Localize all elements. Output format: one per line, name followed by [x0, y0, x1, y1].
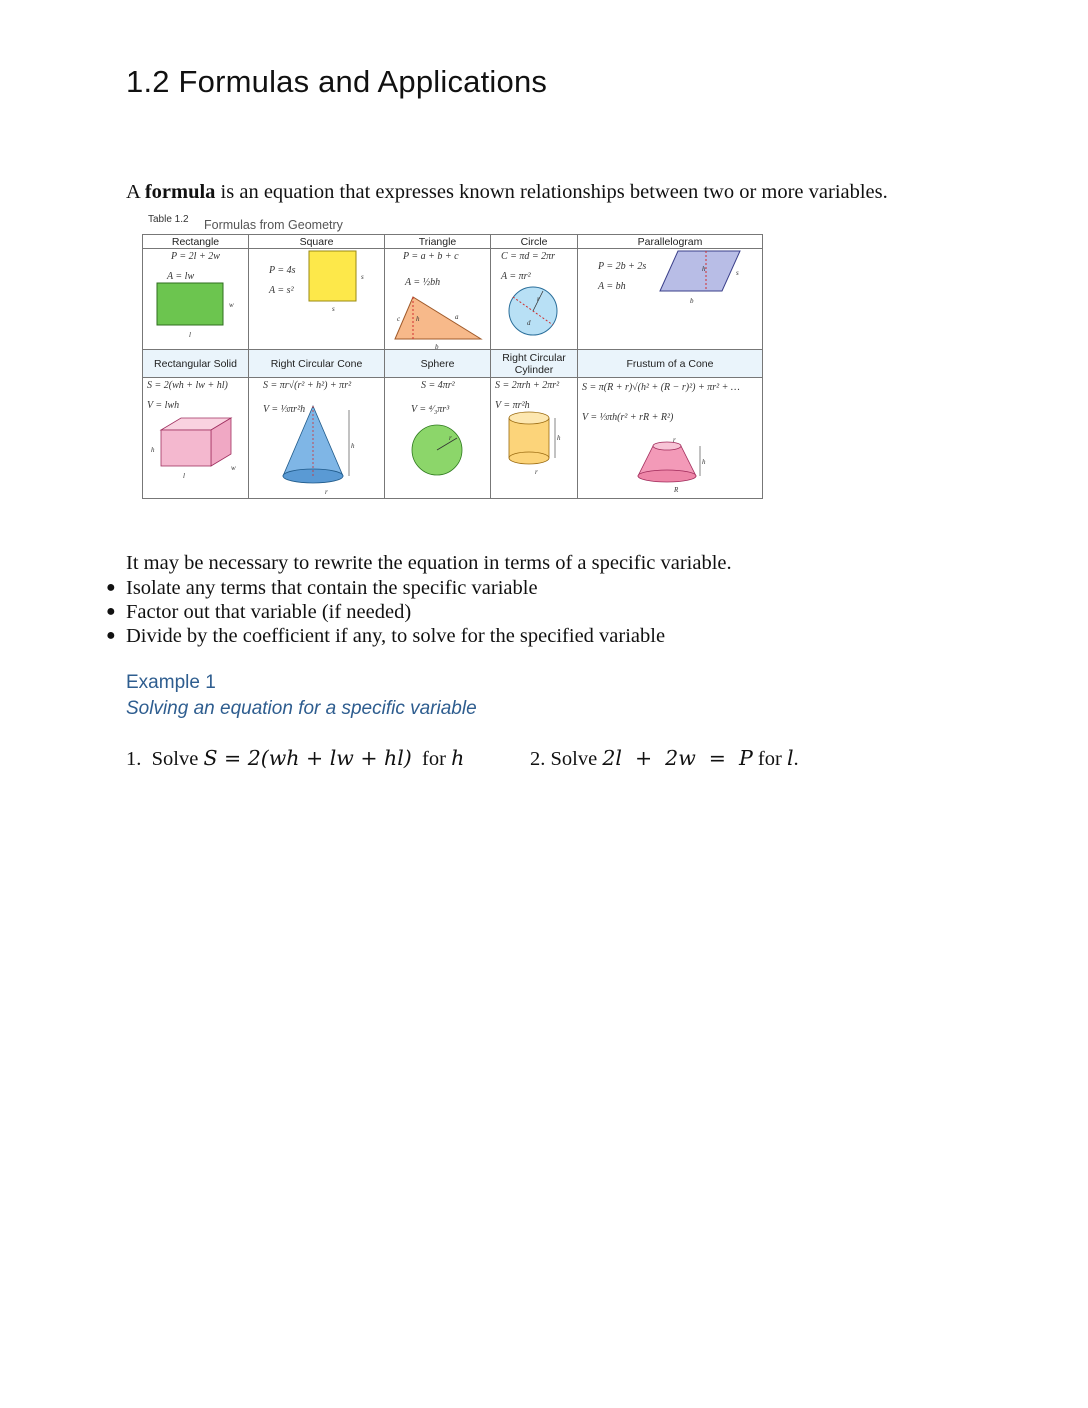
svg-text:h: h: [151, 446, 155, 454]
cone-diagram: [249, 378, 385, 498]
problem-2: 2. Solve 2l + 2w = P for l.: [530, 746, 799, 770]
svg-text:r: r: [537, 295, 540, 303]
svg-text:s: s: [332, 305, 335, 313]
geometry-formulas-figure: [142, 213, 764, 505]
svg-text:s: s: [361, 273, 364, 281]
list-item: ● Divide by the coefficient if any, to solve for the specified variable: [106, 625, 666, 647]
svg-text:h: h: [702, 265, 706, 273]
header-frustum: Frustum of a Cone: [578, 350, 763, 378]
rewrite-paragraph: It may be necessary to rewrite the equation in terms of a specific variable.: [126, 552, 732, 574]
problem-1-equation: S = 2(wh + lw + hl): [203, 746, 412, 770]
cell-circle: C = πd = 2πr A = πr² r d: [491, 249, 578, 350]
parallelogram-diagram: [578, 249, 763, 349]
triangle-diagram: [385, 249, 491, 349]
square-diagram: [249, 249, 385, 349]
circle-diagram: [491, 249, 578, 349]
header-circle: Circle: [491, 235, 578, 249]
header-sphere: Sphere: [385, 350, 491, 378]
table-label: Table 1.2: [148, 214, 189, 225]
cell-parallelogram: P = 2b + 2s A = bh h s b: [578, 249, 763, 350]
svg-text:w: w: [229, 301, 234, 309]
sphere-diagram: [385, 378, 491, 498]
svg-text:r: r: [535, 468, 538, 476]
intro-paragraph: A formula is an equation that expresses known relationships between two or more variables.: [126, 181, 888, 203]
cell-cylinder: S = 2πrh + 2πr² V = πr²h h r: [491, 378, 578, 499]
svg-text:r: r: [673, 436, 676, 444]
formula-term: formula: [144, 181, 216, 203]
svg-text:c: c: [397, 315, 401, 323]
svg-text:R: R: [674, 486, 679, 494]
cell-triangle: P = a + b + c A = ½bh c h a b: [385, 249, 491, 350]
cell-rectangular-solid: S = 2(wh + lw + hl) V = lwh h l w: [143, 378, 249, 499]
svg-text:w: w: [231, 464, 236, 472]
rectangle-diagram: [143, 249, 249, 349]
cell-rectangle: P = 2l + 2w A = lw w l: [143, 249, 249, 350]
svg-text:r: r: [449, 434, 452, 442]
svg-text:s: s: [736, 269, 739, 277]
svg-text:d: d: [527, 319, 531, 327]
svg-text:b: b: [435, 343, 439, 349]
svg-text:b: b: [690, 297, 694, 305]
header-right-circular-cylinder: Right Circular Cylinder: [491, 350, 578, 378]
svg-text:h: h: [416, 315, 420, 323]
svg-text:l: l: [183, 472, 185, 480]
list-item: ● Isolate any terms that contain the specific variable: [106, 577, 538, 599]
geometry-table: [142, 234, 763, 499]
problem-2-equation: 2l + 2w = P: [602, 746, 753, 770]
header-triangle: Triangle: [385, 235, 491, 249]
header-square: Square: [249, 235, 385, 249]
header-right-circular-cone: Right Circular Cone: [249, 350, 385, 378]
list-item: ● Factor out that variable (if needed): [106, 601, 412, 623]
frustum-diagram: [578, 378, 763, 498]
cylinder-diagram: [491, 378, 578, 498]
page-title: 1.2 Formulas and Applications: [126, 64, 548, 99]
cell-sphere: S = 4πr² V = ⁴⁄₃πr³ r: [385, 378, 491, 499]
problem-1: 1. Solve S = 2(wh + lw + hl) for h: [126, 746, 465, 770]
header-rectangle: Rectangle: [143, 235, 249, 249]
svg-text:a: a: [455, 313, 459, 321]
example-subtitle: Solving an equation for a specific variable: [126, 698, 477, 719]
example-heading: Example 1: [126, 672, 216, 693]
rectangular-solid-diagram: [143, 378, 249, 498]
steps-list: [106, 576, 665, 648]
svg-text:l: l: [189, 331, 191, 339]
svg-text:h: h: [702, 458, 706, 466]
cell-cone: S = πr√(r² + h²) + πr² V = ⅓πr²h h r: [249, 378, 385, 499]
table-title: Formulas from Geometry: [204, 218, 343, 232]
svg-text:h: h: [557, 434, 561, 442]
svg-text:r: r: [325, 488, 328, 496]
header-rectangular-solid: Rectangular Solid: [143, 350, 249, 378]
svg-text:h: h: [351, 442, 355, 450]
header-parallelogram: Parallelogram: [578, 235, 763, 249]
cell-frustum: S = π(R + r)√(h² + (R − r)²) + πr² + … V = ⅓πh(r² + rR + R²) r h R: [578, 378, 763, 499]
cell-square: P = 4s A = s² s s: [249, 249, 385, 350]
